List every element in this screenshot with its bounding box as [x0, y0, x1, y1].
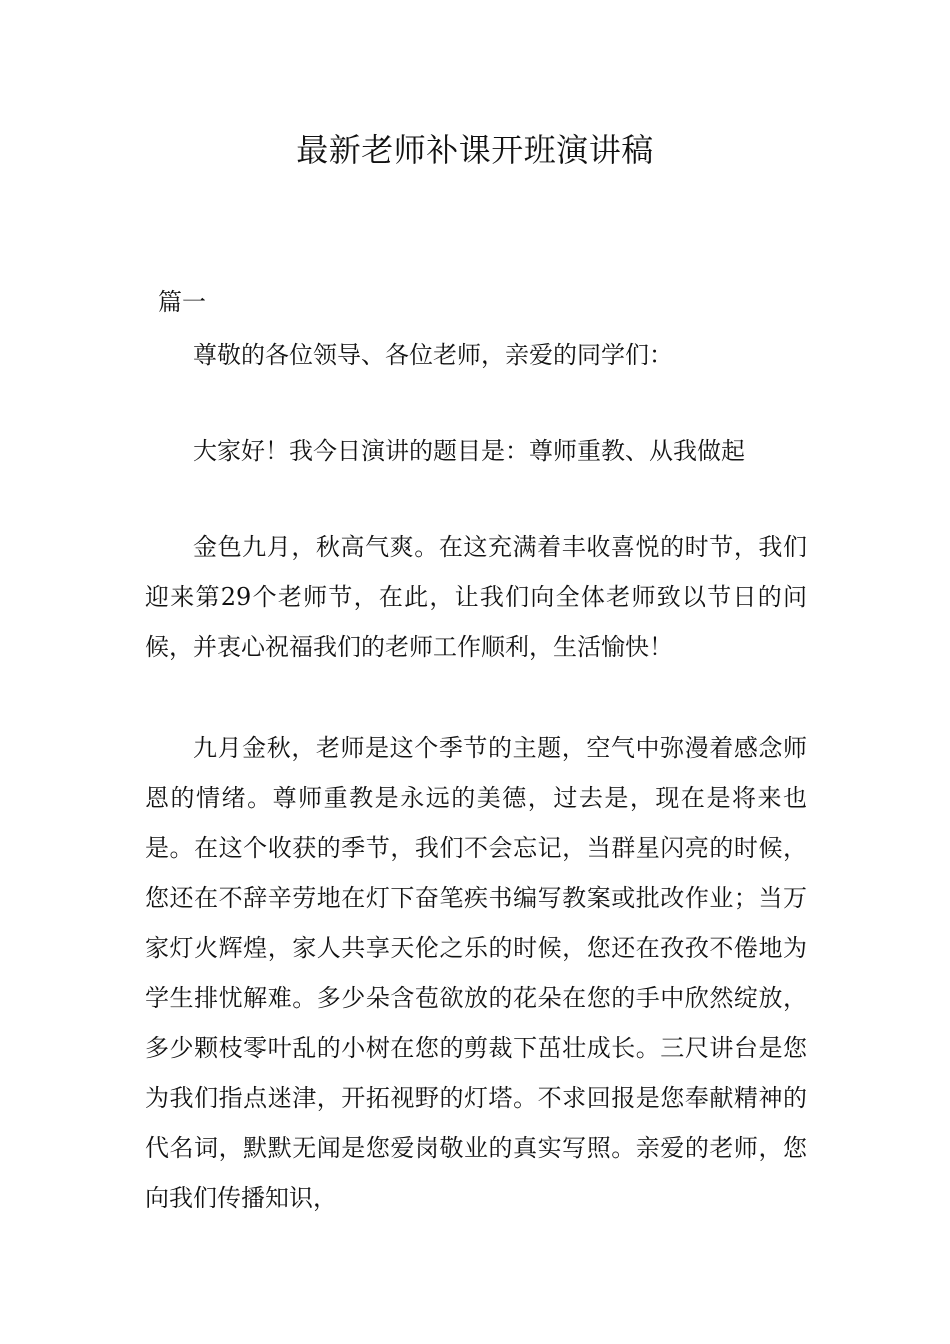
- paragraph-greeting: 大家好！我今日演讲的题目是：尊师重教、从我做起: [193, 437, 745, 465]
- paragraph-body: 九月金秋，老师是这个季节的主题，空气中弥漫着感念师恩的情绪。尊师重教是永远的美德，过去是，现在是将来也是。在这个收获的季节，我们不会忘记，当群星闪亮的时候，您还在不辞辛劳地在灯下奋笔疾书编写教案或批改作业；当万家灯火辉煌，家人共享天伦之乐的时候，您还在孜孜不倦地为学生排忧解难。多少朵含苞欲放的花朵在您的手中欣然绽放，多少颗枝零叶乱的小树在您的剪裁下茁壮成长。三尺讲台是您为我们指点迷津，开拓视野的灯塔。不求回报是您奉献精神的代名词，默默无闻是您爱岗敬业的真实写照。亲爱的老师，您向我们传播知识，: [145, 734, 807, 1212]
- document-title: 最新老师补课开班演讲稿: [296, 131, 654, 169]
- paragraph-salutation: 尊敬的各位领导、各位老师，亲爱的同学们：: [193, 341, 673, 369]
- paragraph-body: 金色九月，秋高气爽。在这充满着丰收喜悦的时节，我们迎来第29个老师节，在此，让我们向全体老师致以节日的问候，并衷心祝福我们的老师工作顺利，生活愉快！: [145, 533, 807, 661]
- section-label: 篇一: [158, 288, 206, 316]
